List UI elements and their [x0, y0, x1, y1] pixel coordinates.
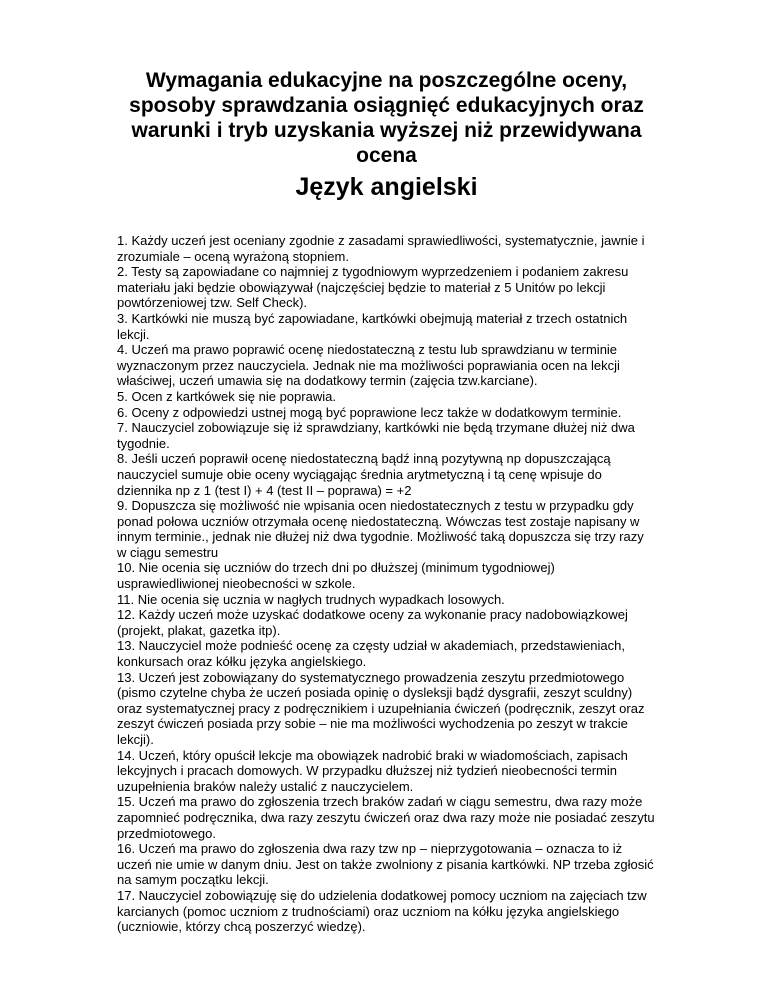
subject-title: Język angielski	[295, 173, 478, 201]
rule-14: 14. Uczeń, który opuścił lekcje ma obowiązek nadrobić braki w wiadomościach, zapisach lekcyjnych i pracach domowych. W przypadku dłuższej niż tydzień nieobecności termin uzupełnienia braków należy ustalić z nauczycielem.	[117, 747, 628, 794]
rule-3: 3. Kartkówki nie muszą być zapowiadane, kartkówki obejmują materiał z trzech ostatnich lekcji.	[117, 310, 628, 342]
rule-2: 2. Testy są zapowiadane co najmniej z tygodniowym wyprzedzeniem i podaniem zakresu materiału jaki będzie obowiązywał (najczęściej będzie to materiał z 5 Unitów po lekcji powtórzeniowej tzw. Self Check).	[117, 264, 629, 311]
rule-11: 11. Nie ocenia się ucznia w nagłych trudnych wypadkach losowych.	[117, 591, 505, 607]
rule-13b: 13. Uczeń jest zobowiązany do systematycznego prowadzenia zeszytu przedmiotowego (pismo czytelne chyba że uczeń posiada opinię o dysleksji bądź dysgrafii, zeszyt sculdny) oraz systematycznej pracy z podręcznikiem i uzupełniania ćwiczeń (podręcznik, zeszyt oraz zeszyt ćwiczeń posiada przy sobie – nie ma możliwości wychodzenia po zeszyt w trakcie lekcji).	[117, 669, 645, 747]
rule-9: 9. Dopuszcza się możliwość nie wpisania ocen niedostatecznych z testu w przypadku gdy ponad połowa uczniów otrzymała ocenę niedostateczną. Wówczas test zostaje napisany w innym terminie., jednak nie dłużej niż dwa tygodnie. Możliwość taką dopuszcza się trzy razy w ciągu semestru	[117, 498, 644, 560]
rule-12: 12. Każdy uczeń może uzyskać dodatkowe oceny za wykonanie pracy nadobowiązkowej (projekt, plakat, gazetka itp).	[117, 607, 628, 638]
rule-17: 17. Nauczyciel zobowiązuję się do udzielenia dodatkowej pomocy uczniom na zajęciach tzw karcianych (pomoc uczniom z trudnościami) oraz uczniom na kółku języka angielskiego (uczniowie, którzy chcą poszerzyć wiedzę).	[117, 887, 647, 935]
title-block	[117, 68, 656, 202]
rule-16: 16. Uczeń ma prawo do zgłoszenia dwa razy tzw np – nieprzygotowania – oznacza to iż uczeń nie umie w danym dniu. Jest on także zwolniony z pisania kartkówki. NP trzeba zgłosić na samym początku lekcji.	[117, 841, 654, 888]
rule-10: 10. Nie ocenia się uczniów do trzech dni po dłuższej (minimum tygodniowej) usprawiedliwionej nieobecności w szkole.	[117, 560, 555, 592]
rule-8: 8. Jeśli uczeń poprawił ocenę niedostateczną bądź inną pozytywną np dopuszczającą nauczyciel sumuje obie oceny wyciągając średnia arytmetyczną i tą cenę wpisuje do dziennika np z 1 (test I) + 4 (test II – poprawa) = +2	[117, 451, 611, 498]
rule-1: 1. Każdy uczeń jest oceniany zgodnie z zasadami sprawiedliwości, systematycznie, jawnie i zrozumiale – oceną wyrażoną stopniem.	[117, 233, 645, 264]
rule-13a: 13. Nauczyciel może podnieść ocenę za częsty udział w akademiach, przedstawieniach, konkursach oraz kółku języka angielskiego.	[117, 638, 625, 670]
document-title: Wymagania edukacyjne na poszczególne oceny, sposoby sprawdzania osiągnięć edukacyjnych oraz warunki i tryb uzyskania wyższej niż przewidywana ocena	[129, 69, 644, 167]
rule-6: 6. Oceny z odpowiedzi ustnej mogą być poprawione lecz także w dodatkowym terminie.	[117, 404, 622, 420]
rules-list	[117, 233, 656, 935]
rule-15: 15. Uczeń ma prawo do zgłoszenia trzech braków zadań w ciągu semestru, dwa razy może zapomnieć podręcznika, dwa razy zeszytu ćwiczeń oraz dwa razy może nie posiadać zeszytu przedmiotowego.	[117, 794, 655, 841]
rule-5: 5. Ocen z kartkówek się nie poprawia.	[117, 388, 336, 404]
rule-4: 4. Uczeń ma prawo poprawić ocenę niedostateczną z testu lub sprawdzianu w terminie wyznaczonym przez nauczyciela. Jednak nie ma możliwości poprawiania ocen na lekcji właściwej, uczeń umawia się na dodatkowy termin (zajęcia tzw.karciane).	[117, 342, 620, 389]
rule-7: 7. Nauczyciel zobowiązuje się iż sprawdziany, kartkówki nie będą trzymane dłużej niż dwa tygodnie.	[117, 420, 635, 451]
